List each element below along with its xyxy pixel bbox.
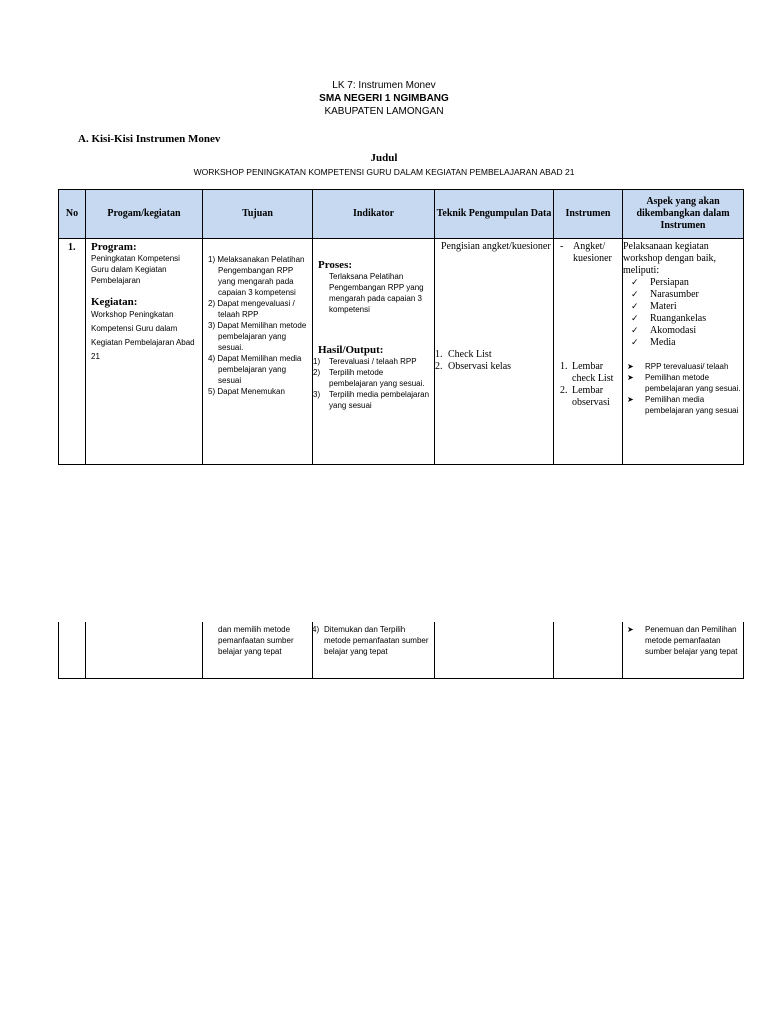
cell-program (86, 239, 203, 465)
arrow-bullet-icon: ➤ (627, 395, 634, 404)
hasil-item-number: 1) (313, 357, 321, 366)
aspek-check-item: ✓ Persiapan (623, 277, 743, 289)
arrow-bullet-icon: ➤ (627, 625, 634, 634)
aspek-arrow-text: RPP terevaluasi/ telaah (645, 362, 729, 371)
proses-text: Terlaksana Pelatihan Pengembangan RPP yang mengarah pada capaian 3 kompetensi (329, 272, 424, 314)
cell-program (86, 622, 203, 679)
col-header-teknik: Teknik Pengumpulan Data (435, 190, 554, 239)
cell-instrumen (554, 622, 623, 679)
instrumen-list-number: 1. (560, 361, 568, 372)
cell-teknik (435, 622, 554, 679)
aspek-check-item: ✓ Akomodasi (623, 325, 743, 337)
teknik-item (435, 361, 553, 373)
instrument-table-continuation (58, 622, 744, 679)
hasil-item (313, 367, 432, 389)
arrow-bullet-icon: ➤ (627, 373, 634, 382)
instrumen-item (554, 239, 622, 265)
instrumen-list-item (554, 361, 622, 385)
teknik-item-number: 2. (435, 361, 443, 372)
cell-indikator (313, 622, 435, 679)
workshop-title: WORKSHOP PENINGKATAN KOMPETENSI GURU DALAM KEGIATAN PEMBELAJARAN ABAD 21 (193, 167, 575, 177)
instrument-table (58, 189, 744, 465)
hasil-item-text: Terpilih metode pembelajaran yang sesuai. (329, 368, 425, 388)
tujuan-item: 2) Dapat mengevaluasi / telaah RPP (208, 299, 295, 319)
aspek-intro: Pelaksanaan kegiatan workshop dengan baik, meliputi: (623, 241, 717, 276)
instrumen-list-item (554, 385, 622, 409)
indikator-continuation-number: 4) (312, 625, 320, 634)
aspek-check-item: ✓ Materi (623, 301, 743, 313)
teknik-item-text: Check List (448, 349, 492, 360)
aspek-arrow-text: Pemilihan media pembelajaran yang sesuai (645, 395, 739, 415)
aspek-arrow-text: Pemilihan metode pembelajaran yang sesuai. (645, 373, 741, 393)
school-name: SMA NEGERI 1 NGIMBANG (319, 93, 449, 104)
aspek-arrow-item (623, 361, 743, 372)
proses-label: Proses: (318, 259, 353, 271)
row-number: 1. (68, 242, 76, 253)
hasil-item-text: Terevaluasi / telaah RPP (329, 357, 417, 366)
section-heading: A. Kisi-Kisi Instrumen Monev (78, 133, 221, 145)
col-header-aspek: Aspek yang akan dikembangkan dalam Instrumen (623, 190, 744, 239)
instrumen-text: Angket/ kuesioner (573, 241, 612, 264)
tujuan-item: 3) Dapat Memilihan metode pembelajaran yang sesuai. (208, 321, 307, 352)
aspek-arrow-text: Penemuan dan Pemilihan metode pemanfaatan sumber belajar yang tepat (645, 625, 738, 656)
cell-aspek (623, 239, 744, 465)
cell-no (59, 622, 86, 679)
kegiatan-label: Kegiatan: (91, 296, 138, 308)
judul-label: Judul (370, 152, 398, 164)
tujuan-item: 1) Melaksanakan Pelatihan Pengembangan RPP yang mengarah pada capaian 3 kompetensi (208, 255, 305, 297)
hasil-item (313, 389, 432, 411)
teknik-item (435, 349, 553, 361)
aspek-check-item: ✓ Narasumber (623, 289, 743, 301)
col-header-no: No (59, 190, 86, 239)
cell-no (59, 239, 86, 465)
instrumen-list-text: Lembar observasi (572, 385, 610, 408)
tujuan-item: 5) Dapat Menemukan (208, 387, 285, 396)
table-header-row (59, 190, 744, 239)
cell-tujuan (203, 622, 313, 679)
hasil-item-number: 3) (313, 390, 321, 399)
kegiatan-text: Workshop Peningkatan Kompetensi Guru dalam Kegiatan Pembelajaran Abad 21 (91, 310, 195, 361)
aspek-arrow-item (623, 372, 743, 394)
aspek-check-item: ✓ Ruangankelas (623, 313, 743, 325)
indikator-continuation-text: Ditemukan dan Terpilih metode pemanfaatan sumber belajar yang tepat (324, 625, 429, 656)
hasil-label: Hasil/Output: (318, 344, 384, 356)
teknik-item-text: Observasi kelas (448, 361, 512, 372)
hasil-item-text: Terpilih media pembelajaran yang sesuai (329, 390, 430, 410)
table-row (59, 239, 744, 465)
hasil-item-number: 2) (313, 368, 321, 377)
col-header-tujuan: Tujuan (203, 190, 313, 239)
instrumen-dash: - (560, 241, 564, 252)
program-label: Program: (91, 241, 137, 253)
instrumen-list-text: Lembar check List (572, 361, 614, 384)
aspek-arrow-item (623, 624, 743, 657)
form-title: LK 7: Instrumen Monev (332, 80, 436, 91)
col-header-instrumen: Instrumen (554, 190, 623, 239)
cell-tujuan (203, 239, 313, 465)
cell-aspek (623, 622, 744, 679)
arrow-bullet-icon: ➤ (627, 362, 634, 371)
cell-instrumen (554, 239, 623, 465)
regency-name: KABUPATEN LAMONGAN (324, 106, 444, 117)
cell-teknik (435, 239, 554, 465)
col-header-indikator: Indikator (313, 190, 435, 239)
tujuan-item: 4) Dapat Memilihan media pembelajaran yang sesuai (208, 354, 302, 385)
teknik-text: Pengisian angket/kuesioner (441, 241, 551, 252)
aspek-check-item: ✓ Media (623, 337, 743, 349)
hasil-item (313, 356, 432, 367)
aspek-arrow-item (623, 394, 743, 416)
col-header-program: Progam/kegiatan (86, 190, 203, 239)
teknik-item-number: 1. (435, 349, 443, 360)
table-row (59, 622, 744, 679)
cell-indikator (313, 239, 435, 465)
tujuan-continuation: dan memilih metode pemanfaatan sumber belajar yang tepat (218, 625, 294, 656)
program-text: Peningkatan Kompetensi Guru dalam Kegiatan Pembelajaran (91, 254, 180, 285)
instrumen-list-number: 2. (560, 385, 568, 396)
indikator-continuation (313, 622, 434, 657)
